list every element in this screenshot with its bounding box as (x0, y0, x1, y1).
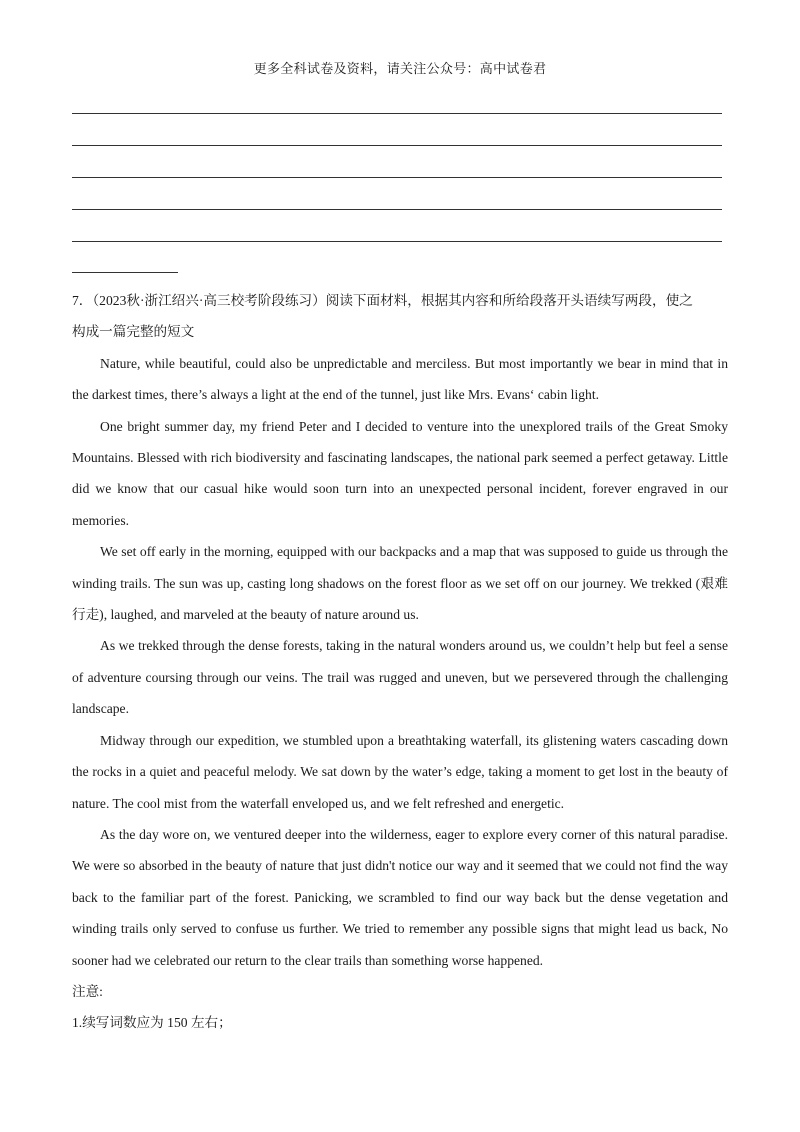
separator-line (72, 272, 178, 273)
question-number: 7． (72, 293, 93, 308)
answer-line (72, 241, 722, 242)
passage-paragraph: As the day wore on, we ventured deeper into the wilderness, eager to explore every corner of this natural paradise. We were so absorbed in the beauty of nature that just didn't notice our way and it seemed that we could not find the way back to the familiar part of the forest. Panicking, we scrambled to find our way back but the dense vegetation and winding trails only served to confuse us further. We tried to remember any possible signs that might lead us back, No sooner had we celebrated our return to the clear trails than something worse happened. (72, 826, 728, 968)
passage-paragraph: As we trekked through the dense forests, taking in the natural wonders around us, we couldn’t help but feel a sense of adventure coursing through our veins. The trail was rugged and uneven, but we persevered through the challenging landscape. (72, 638, 728, 717)
answer-line (72, 209, 722, 210)
answer-line (72, 177, 722, 178)
passage-paragraph: One bright summer day, my friend Peter and I decided to venture into the unexplored trails of the Great Smoky Mountains. Blessed with rich biodiversity and fascinating landscapes, the national park seemed a perfect getaway. Little did we know that our casual hike would soon turn into an unexpected personal incident, forever engraved in our memories. (72, 418, 728, 528)
passage-paragraph: We set off early in the morning, equipped with our backpacks and a map that was supposed to guide us through the winding trails. The sun was up, casting long shadows on the forest floor as we set off on our journey. We trekked (艰难行走), laughed, and marveled at the beauty of nature around us. (72, 544, 728, 623)
question-instruction: 阅读下面材料，根据其内容和所给段落开头语续写两段，使之 (325, 293, 693, 308)
passage-paragraph: Midway through our expedition, we stumbled upon a breathtaking waterfall, its glistening waters cascading down the rocks in a quiet and peaceful melody. We sat down by the water’s edge, taking a moment to get lost in the beauty of nature. The cool mist from the waterfall enveloped us, and we felt refreshed and energetic. (72, 732, 728, 811)
answer-line (72, 113, 722, 114)
note-item: 1.续写词数应为 150 左右； (72, 1015, 232, 1031)
question-instruction-cont: 构成一篇完整的短文 (72, 324, 195, 340)
notes-label: 注意: (72, 983, 103, 999)
page-header-notice: 更多全科试卷及资料，请关注公众号：高中试卷君 (253, 61, 547, 76)
passage-paragraph: Nature, while beautiful, could also be unpredictable and merciless. But most importantly we bear in mind that in the darkest times, there’s always a light at the end of the tunnel, just like Mrs. Evans‘ cabin light. (72, 355, 728, 403)
question-block (72, 285, 728, 1039)
answer-line (72, 145, 722, 146)
question-source: （2023秋·浙江绍兴·高三校考阶段练习） (92, 293, 326, 308)
question-heading (72, 285, 728, 348)
